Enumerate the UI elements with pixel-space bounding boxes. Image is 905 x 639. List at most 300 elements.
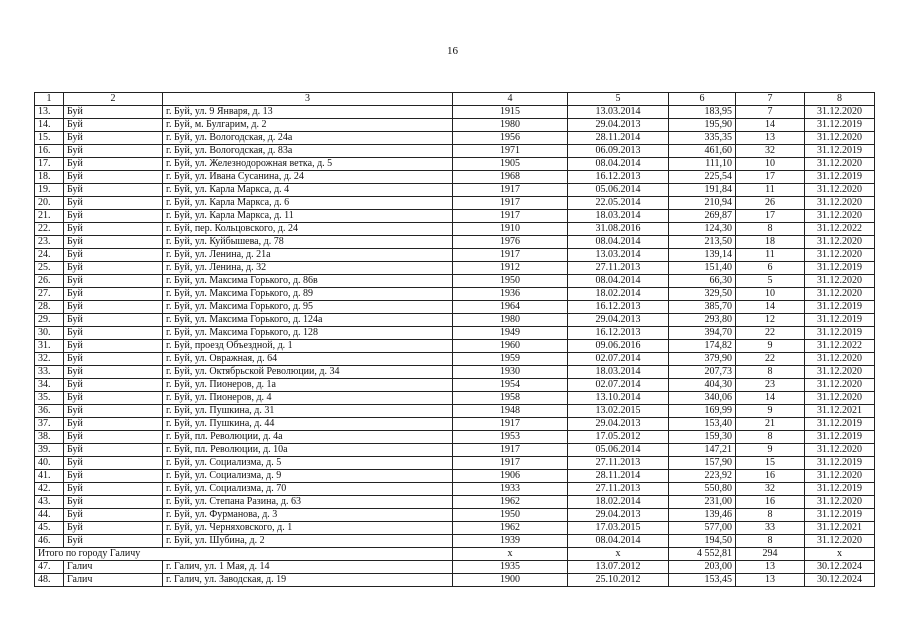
date-cell: 28.11.2014	[568, 132, 669, 145]
table-row	[35, 197, 875, 210]
deadline-cell: 31.12.2020	[805, 496, 875, 509]
deadline-cell: 31.12.2019	[805, 457, 875, 470]
table-row	[35, 509, 875, 522]
city-cell: Буй	[64, 197, 163, 210]
address-cell: г. Буй, ул. Ленина, д. 32	[163, 262, 453, 275]
date-cell: 13.03.2014	[568, 106, 669, 119]
table-row	[35, 210, 875, 223]
year-cell: 1936	[453, 288, 568, 301]
deadline-cell: 31.12.2019	[805, 418, 875, 431]
area-cell: 111,10	[669, 158, 736, 171]
date-cell: 18.03.2014	[568, 210, 669, 223]
count-cell: 11	[736, 184, 805, 197]
date-cell: 31.08.2016	[568, 223, 669, 236]
row-number-cell: 29.	[35, 314, 64, 327]
area-cell: 66,30	[669, 275, 736, 288]
row-number-cell: 16.	[35, 145, 64, 158]
address-cell: г. Буй, ул. Степана Разина, д. 63	[163, 496, 453, 509]
row-number-cell: 33.	[35, 366, 64, 379]
address-cell: г. Буй, ул. Социализма, д. 9	[163, 470, 453, 483]
table-row	[35, 132, 875, 145]
area-cell: 169,99	[669, 405, 736, 418]
deadline-cell: 31.12.2020	[805, 184, 875, 197]
deadline-cell: 30.12.2024	[805, 574, 875, 587]
date-cell: 08.04.2014	[568, 236, 669, 249]
year-cell: 1935	[453, 561, 568, 574]
count-cell: 14	[736, 301, 805, 314]
deadline-cell: 31.12.2020	[805, 392, 875, 405]
row-number-cell: 40.	[35, 457, 64, 470]
city-cell: Буй	[64, 301, 163, 314]
row-number-cell: 17.	[35, 158, 64, 171]
table-row	[35, 327, 875, 340]
date-cell: 16.12.2013	[568, 171, 669, 184]
date-cell: 22.05.2014	[568, 197, 669, 210]
date-cell: 16.12.2013	[568, 301, 669, 314]
city-cell: Буй	[64, 405, 163, 418]
count-cell: 18	[736, 236, 805, 249]
count-cell: 14	[736, 392, 805, 405]
deadline-cell: 31.12.2020	[805, 275, 875, 288]
table-row	[35, 353, 875, 366]
table-row	[35, 301, 875, 314]
area-cell: 461,60	[669, 145, 736, 158]
city-cell: Буй	[64, 522, 163, 535]
table-row	[35, 496, 875, 509]
area-cell: 124,30	[669, 223, 736, 236]
area-cell: 213,50	[669, 236, 736, 249]
table-row	[35, 106, 875, 119]
address-cell: г. Буй, ул. Черняховского, д. 1	[163, 522, 453, 535]
housing-register-table	[34, 92, 875, 587]
row-number-cell: 19.	[35, 184, 64, 197]
table-row	[35, 522, 875, 535]
year-cell: 1917	[453, 210, 568, 223]
area-cell: 174,82	[669, 340, 736, 353]
city-cell: Буй	[64, 210, 163, 223]
area-cell: 183,95	[669, 106, 736, 119]
deadline-cell: 31.12.2019	[805, 119, 875, 132]
table-row	[35, 470, 875, 483]
date-cell: 18.02.2014	[568, 496, 669, 509]
row-number-cell: 35.	[35, 392, 64, 405]
year-cell: 1968	[453, 171, 568, 184]
deadline-cell: 31.12.2020	[805, 366, 875, 379]
year-cell: 1960	[453, 340, 568, 353]
date-cell: 02.07.2014	[568, 353, 669, 366]
total-label: Итого по городу Галичу	[35, 548, 453, 561]
address-cell: г. Буй, ул. Пионеров, д. 1а	[163, 379, 453, 392]
date-cell: 27.11.2013	[568, 457, 669, 470]
area-cell: 139,14	[669, 249, 736, 262]
date-cell: 13.02.2015	[568, 405, 669, 418]
row-number-cell: 37.	[35, 418, 64, 431]
city-cell: Буй	[64, 184, 163, 197]
count-cell: 13	[736, 561, 805, 574]
deadline-cell: 31.12.2020	[805, 249, 875, 262]
city-cell: Буй	[64, 431, 163, 444]
city-cell: Буй	[64, 275, 163, 288]
year-cell: 1971	[453, 145, 568, 158]
deadline-cell: 31.12.2019	[805, 171, 875, 184]
table-row	[35, 262, 875, 275]
count-cell: 8	[736, 431, 805, 444]
table-row	[35, 119, 875, 132]
count-cell: 23	[736, 379, 805, 392]
address-cell: г. Буй, ул. Пионеров, д. 4	[163, 392, 453, 405]
year-cell: 1912	[453, 262, 568, 275]
year-cell: 1917	[453, 249, 568, 262]
address-cell: г. Буй, ул. Карла Маркса, д. 11	[163, 210, 453, 223]
year-cell: 1915	[453, 106, 568, 119]
area-cell: 195,90	[669, 119, 736, 132]
city-cell: Буй	[64, 145, 163, 158]
count-cell: 12	[736, 314, 805, 327]
area-cell: 147,21	[669, 444, 736, 457]
city-cell: Буй	[64, 418, 163, 431]
table-body	[35, 106, 875, 587]
count-cell: 16	[736, 470, 805, 483]
table-row	[35, 444, 875, 457]
area-cell: 404,30	[669, 379, 736, 392]
area-cell: 191,84	[669, 184, 736, 197]
city-cell: Буй	[64, 444, 163, 457]
address-cell: г. Буй, м. Булгарим, д. 2	[163, 119, 453, 132]
address-cell: г. Буй, пл. Революции, д. 4а	[163, 431, 453, 444]
row-number-cell: 28.	[35, 301, 64, 314]
column-header: 2	[64, 93, 163, 106]
count-cell: 7	[736, 106, 805, 119]
city-cell: Буй	[64, 366, 163, 379]
row-number-cell: 23.	[35, 236, 64, 249]
date-cell: 29.04.2013	[568, 119, 669, 132]
deadline-cell: 31.12.2019	[805, 301, 875, 314]
date-cell: 06.09.2013	[568, 145, 669, 158]
city-cell: Буй	[64, 158, 163, 171]
city-cell: Буй	[64, 353, 163, 366]
row-number-cell: 20.	[35, 197, 64, 210]
table-row	[35, 535, 875, 548]
row-number-cell: 47.	[35, 561, 64, 574]
count-cell: 13	[736, 574, 805, 587]
row-number-cell: 24.	[35, 249, 64, 262]
count-cell: 6	[736, 262, 805, 275]
total-deadline-cell: x	[805, 548, 875, 561]
area-cell: 577,00	[669, 522, 736, 535]
table-row	[35, 249, 875, 262]
year-cell: 1905	[453, 158, 568, 171]
count-cell: 10	[736, 288, 805, 301]
row-number-cell: 34.	[35, 379, 64, 392]
area-cell: 394,70	[669, 327, 736, 340]
count-cell: 8	[736, 509, 805, 522]
address-cell: г. Буй, ул. Максима Горького, д. 124а	[163, 314, 453, 327]
deadline-cell: 31.12.2021	[805, 405, 875, 418]
row-number-cell: 36.	[35, 405, 64, 418]
city-cell: Буй	[64, 236, 163, 249]
area-cell: 340,06	[669, 392, 736, 405]
city-cell: Буй	[64, 249, 163, 262]
date-cell: 08.04.2014	[568, 535, 669, 548]
address-cell: г. Галич, ул. 1 Мая, д. 14	[163, 561, 453, 574]
city-cell: Буй	[64, 535, 163, 548]
deadline-cell: 31.12.2019	[805, 483, 875, 496]
deadline-cell: 31.12.2019	[805, 431, 875, 444]
area-cell: 210,94	[669, 197, 736, 210]
address-cell: г. Буй, проезд Объездной, д. 1	[163, 340, 453, 353]
row-number-cell: 39.	[35, 444, 64, 457]
column-header: 7	[736, 93, 805, 106]
row-number-cell: 21.	[35, 210, 64, 223]
address-cell: г. Буй, ул. Максима Горького, д. 128	[163, 327, 453, 340]
date-cell: 05.06.2014	[568, 184, 669, 197]
table-row	[35, 184, 875, 197]
deadline-cell: 31.12.2020	[805, 210, 875, 223]
year-cell: 1917	[453, 418, 568, 431]
deadline-cell: 31.12.2022	[805, 340, 875, 353]
row-number-cell: 38.	[35, 431, 64, 444]
count-cell: 22	[736, 327, 805, 340]
date-cell: 18.02.2014	[568, 288, 669, 301]
year-cell: 1956	[453, 132, 568, 145]
deadline-cell: 31.12.2020	[805, 379, 875, 392]
deadline-cell: 31.12.2020	[805, 444, 875, 457]
row-number-cell: 44.	[35, 509, 64, 522]
city-cell: Буй	[64, 379, 163, 392]
year-cell: 1917	[453, 197, 568, 210]
address-cell: г. Буй, ул. Овражная, д. 64	[163, 353, 453, 366]
year-cell: 1910	[453, 223, 568, 236]
area-cell: 203,00	[669, 561, 736, 574]
table-row	[35, 314, 875, 327]
area-cell: 335,35	[669, 132, 736, 145]
row-number-cell: 26.	[35, 275, 64, 288]
count-cell: 22	[736, 353, 805, 366]
year-cell: 1980	[453, 314, 568, 327]
deadline-cell: 31.12.2020	[805, 236, 875, 249]
table-row	[35, 457, 875, 470]
year-cell: 1939	[453, 535, 568, 548]
count-cell: 21	[736, 418, 805, 431]
area-cell: 550,80	[669, 483, 736, 496]
count-cell: 13	[736, 132, 805, 145]
table-row	[35, 171, 875, 184]
date-cell: 02.07.2014	[568, 379, 669, 392]
page-number: 16	[447, 45, 458, 57]
deadline-cell: 31.12.2021	[805, 522, 875, 535]
total-area-cell: 4 552,81	[669, 548, 736, 561]
date-cell: 27.11.2013	[568, 262, 669, 275]
address-cell: г. Буй, пл. Революции, д. 10а	[163, 444, 453, 457]
count-cell: 9	[736, 340, 805, 353]
count-cell: 11	[736, 249, 805, 262]
year-cell: 1959	[453, 353, 568, 366]
row-number-cell: 13.	[35, 106, 64, 119]
city-cell: Буй	[64, 483, 163, 496]
deadline-cell: 31.12.2020	[805, 197, 875, 210]
total-count-cell: 294	[736, 548, 805, 561]
date-cell: 13.10.2014	[568, 392, 669, 405]
row-number-cell: 18.	[35, 171, 64, 184]
deadline-cell: 31.12.2020	[805, 470, 875, 483]
table-row	[35, 405, 875, 418]
count-cell: 8	[736, 535, 805, 548]
address-cell: г. Буй, ул. Октябрьской Революции, д. 34	[163, 366, 453, 379]
table-row	[35, 366, 875, 379]
table-row	[35, 145, 875, 158]
table-row	[35, 379, 875, 392]
address-cell: г. Буй, ул. Вологодская, д. 24а	[163, 132, 453, 145]
area-cell: 385,70	[669, 301, 736, 314]
count-cell: 26	[736, 197, 805, 210]
year-cell: 1930	[453, 366, 568, 379]
address-cell: г. Буй, ул. Шубина, д. 2	[163, 535, 453, 548]
area-cell: 223,92	[669, 470, 736, 483]
address-cell: г. Буй, ул. Куйбышева, д. 78	[163, 236, 453, 249]
year-cell: 1950	[453, 275, 568, 288]
deadline-cell: 31.12.2020	[805, 288, 875, 301]
year-cell: 1948	[453, 405, 568, 418]
count-cell: 15	[736, 457, 805, 470]
city-cell: Буй	[64, 288, 163, 301]
area-cell: 139,46	[669, 509, 736, 522]
date-cell: 17.03.2015	[568, 522, 669, 535]
date-cell: 16.12.2013	[568, 327, 669, 340]
total-year-cell: x	[453, 548, 568, 561]
deadline-cell: 31.12.2019	[805, 509, 875, 522]
date-cell: 17.05.2012	[568, 431, 669, 444]
city-cell: Буй	[64, 314, 163, 327]
date-cell: 08.04.2014	[568, 275, 669, 288]
date-cell: 28.11.2014	[568, 470, 669, 483]
address-cell: г. Буй, ул. Социализма, д. 70	[163, 483, 453, 496]
city-cell: Буй	[64, 509, 163, 522]
column-header: 1	[35, 93, 64, 106]
row-number-cell: 22.	[35, 223, 64, 236]
address-cell: г. Буй, ул. 9 Января, д. 13	[163, 106, 453, 119]
address-cell: г. Буй, ул. Ленина, д. 21а	[163, 249, 453, 262]
area-cell: 225,54	[669, 171, 736, 184]
date-cell: 29.04.2013	[568, 509, 669, 522]
year-cell: 1958	[453, 392, 568, 405]
address-cell: г. Буй, ул. Железнодорожная ветка, д. 5	[163, 158, 453, 171]
year-cell: 1950	[453, 509, 568, 522]
address-cell: г. Буй, ул. Ивана Сусанина, д. 24	[163, 171, 453, 184]
city-cell: Буй	[64, 119, 163, 132]
column-header: 5	[568, 93, 669, 106]
count-cell: 32	[736, 145, 805, 158]
city-cell: Буй	[64, 106, 163, 119]
table-row	[35, 236, 875, 249]
row-number-cell: 30.	[35, 327, 64, 340]
row-number-cell: 42.	[35, 483, 64, 496]
row-number-cell: 48.	[35, 574, 64, 587]
deadline-cell: 31.12.2022	[805, 223, 875, 236]
count-cell: 14	[736, 119, 805, 132]
area-cell: 151,40	[669, 262, 736, 275]
area-cell: 194,50	[669, 535, 736, 548]
deadline-cell: 31.12.2020	[805, 158, 875, 171]
row-number-cell: 14.	[35, 119, 64, 132]
date-cell: 18.03.2014	[568, 366, 669, 379]
area-cell: 269,87	[669, 210, 736, 223]
deadline-cell: 31.12.2020	[805, 353, 875, 366]
deadline-cell: 31.12.2019	[805, 145, 875, 158]
address-cell: г. Буй, ул. Максима Горького, д. 86в	[163, 275, 453, 288]
table-row	[35, 418, 875, 431]
year-cell: 1954	[453, 379, 568, 392]
table-row	[35, 158, 875, 171]
city-cell: Буй	[64, 340, 163, 353]
table-row	[35, 561, 875, 574]
deadline-cell: 31.12.2019	[805, 262, 875, 275]
year-cell: 1949	[453, 327, 568, 340]
table-row	[35, 275, 875, 288]
row-number-cell: 25.	[35, 262, 64, 275]
count-cell: 9	[736, 444, 805, 457]
city-cell: Буй	[64, 470, 163, 483]
city-cell: Буй	[64, 262, 163, 275]
row-number-cell: 41.	[35, 470, 64, 483]
count-cell: 10	[736, 158, 805, 171]
column-header: 4	[453, 93, 568, 106]
area-cell: 329,50	[669, 288, 736, 301]
date-cell: 05.06.2014	[568, 444, 669, 457]
address-cell: г. Буй, ул. Пушкина, д. 44	[163, 418, 453, 431]
row-number-cell: 15.	[35, 132, 64, 145]
city-cell: Буй	[64, 171, 163, 184]
year-cell: 1917	[453, 457, 568, 470]
table-row	[35, 288, 875, 301]
year-cell: 1917	[453, 184, 568, 197]
date-cell: 09.06.2016	[568, 340, 669, 353]
header-row	[35, 93, 875, 106]
area-cell: 231,00	[669, 496, 736, 509]
address-cell: г. Буй, ул. Карла Маркса, д. 6	[163, 197, 453, 210]
date-cell: 29.04.2013	[568, 418, 669, 431]
row-number-cell: 32.	[35, 353, 64, 366]
year-cell: 1933	[453, 483, 568, 496]
date-cell: 29.04.2013	[568, 314, 669, 327]
date-cell: 08.04.2014	[568, 158, 669, 171]
city-cell: Буй	[64, 132, 163, 145]
city-cell: Буй	[64, 457, 163, 470]
deadline-cell: 31.12.2020	[805, 132, 875, 145]
address-cell: г. Буй, ул. Вологодская, д. 83а	[163, 145, 453, 158]
address-cell: г. Буй, пер. Кольцовского, д. 24	[163, 223, 453, 236]
address-cell: г. Буй, ул. Социализма, д. 5	[163, 457, 453, 470]
deadline-cell: 31.12.2019	[805, 314, 875, 327]
address-cell: г. Буй, ул. Максима Горького, д. 95	[163, 301, 453, 314]
count-cell: 17	[736, 210, 805, 223]
column-header: 8	[805, 93, 875, 106]
table-row	[35, 392, 875, 405]
date-cell: 27.11.2013	[568, 483, 669, 496]
year-cell: 1962	[453, 522, 568, 535]
year-cell: 1906	[453, 470, 568, 483]
address-cell: г. Буй, ул. Фурманова, д. 3	[163, 509, 453, 522]
area-cell: 159,30	[669, 431, 736, 444]
city-cell: Буй	[64, 392, 163, 405]
row-number-cell: 27.	[35, 288, 64, 301]
area-cell: 207,73	[669, 366, 736, 379]
year-cell: 1976	[453, 236, 568, 249]
total-row	[35, 548, 875, 561]
address-cell: г. Галич, ул. Заводская, д. 19	[163, 574, 453, 587]
city-cell: Галич	[64, 574, 163, 587]
city-cell: Буй	[64, 496, 163, 509]
deadline-cell: 30.12.2024	[805, 561, 875, 574]
